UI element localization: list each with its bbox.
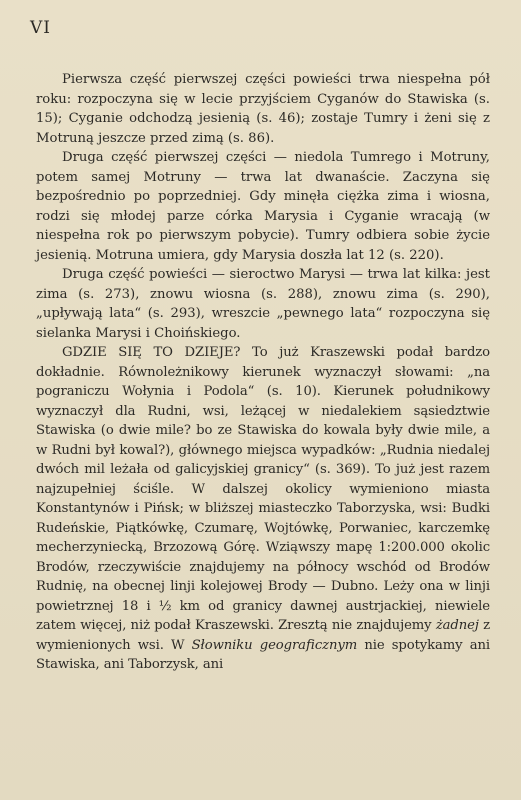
italic-title: Słowniku geograficznym [191, 637, 358, 653]
paragraph-4-end: nie spotykamy ani Stawiska, ani Taborzysk, ani [36, 637, 490, 672]
paragraph-3: Druga część powieści — sieroctwo Marysi — trwa lat kilka: jest zima (s. 273), znowu wiosna (s. 288), znowu zima (s. 290), „upływają lata“ (s. 293), wreszcie „pewnego lata“ rozpoczyna się sielanka Marysi i Choińskiego. [36, 267, 490, 341]
paragraph-4-text: GDZIE SIĘ TO DZIEJE? To już Kraszewski podał bardzo dokładnie. Równoleżnikowy kierunek wyznaczył słowami: „na pograniczu Wołynia i Podola“ (s. 10). Kierunek południkowy wyznaczył dla Rudni, wsi, leżącej w niedalekiem sąsiedztwie Stawiska (o dwie mile? bo ze Stawiska do kowala były dwie mile, a w Rudni był kowal?), głównego miejsca wypadków: „Rudnia niedalej dwóch mil leżała od galicyjskiej granicy“ (s. 369). To już jest razem najzupełniej ściśle. W dalszej okolicy wymieniono miasta Konstantynów i Pińsk; w bliższej miasteczko Taborzyska, wsi: Budki Rudeńskie, Piątkówkę, Czumarę, Wojtówkę, Porwaniec, karczemkę mecherzyniecką, Brzozową Górę. Wziąwszy mapę 1:200.000 okolic Brodów, rzeczywiście znajdujemy na północy wschód od Brodów Rudnię, na obecnej linji kolejowej Brody — Dubno. Leży ona w linji powietrznej 18 i ½ km od granicy dawnej austrjackiej, niewiele zatem więcej, niż podał Kraszewski. Zresztą nie znajdujemy [36, 345, 490, 633]
paragraph-2: Druga część pierwszej części — niedola Tumrego i Motruny, potem samej Motruny — trwa lat dwanaście. Zaczyna się bezpośrednio po poprzedniej. Gdy minęła ciężka zima i wiosna, rodzi się młodej parze córka Marysia i Cyganie wracają (w niespełna rok po pierwszym pobycie). Tumry odbiera sobie życie jesienią. Motruna umiera, gdy Marysia doszła lat 12 (s. 220). [36, 150, 490, 263]
page-number: VI [30, 18, 51, 38]
italic-word: żadnej [435, 618, 479, 633]
paragraph-4-middle: z wymienionych wsi. W [36, 618, 490, 653]
paragraph-1: Pierwsza część pierwszej części powieści trwa niespełna pół roku: rozpoczyna się w lecie przyjściem Cyganów do Stawiska (s. 15); Cyganie odchodzą jesienią (s. 46); zostaje Tumry i żeni się z Motruną jeszcze przed zimą (s. 86). [36, 72, 490, 146]
paragraph-4 [36, 343, 490, 675]
body-text [36, 70, 490, 675]
